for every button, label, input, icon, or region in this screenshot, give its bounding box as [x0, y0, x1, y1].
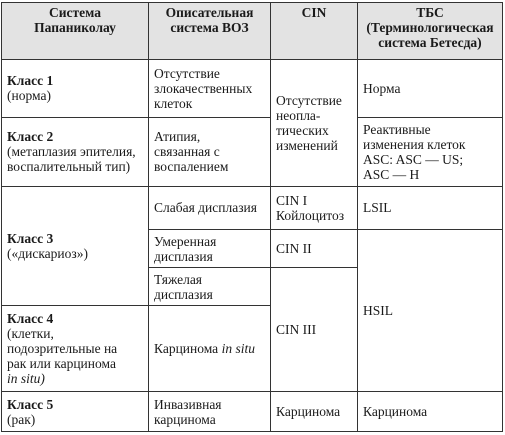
who-invasive-carcinoma-cell: Инвазивная карцинома: [149, 392, 271, 432]
who-atypia-cell: Атипия, связанная с воспалением: [149, 117, 271, 186]
tbs-norm-cell: Норма: [358, 60, 503, 118]
header-tbs: ТБС (Терминологическая система Бетесда): [358, 3, 503, 60]
cin2-cell: CIN II: [271, 230, 358, 268]
cytology-classification-table: [1, 2, 503, 432]
tbs-lsil-cell: LSIL: [358, 186, 503, 230]
class2-cell: Класс 2 (метаплазия эпителия, воспалительный тип): [2, 117, 149, 186]
who-no-malignant-cell: Отсутствие злокачественных клеток: [149, 60, 271, 118]
class1-desc: (норма): [7, 88, 51, 104]
cin3-cell: CIN III: [271, 267, 358, 392]
table-row: [2, 186, 503, 230]
header-papanicolaou: Система Папаниколау: [2, 3, 149, 60]
class1-title: Класс 1: [7, 73, 54, 89]
table-row: [2, 392, 503, 432]
cin-absent-cell: Отсутствие неопла- тических изменений: [271, 60, 358, 187]
header-who: Описательная система ВОЗ: [149, 3, 271, 60]
class4-title: Класс 4: [7, 311, 54, 327]
class1-cell: [2, 60, 149, 118]
header-cin: CIN: [271, 3, 358, 60]
who-mild-dysplasia-cell: Слабая дисплазия: [149, 186, 271, 230]
class5-cell: Класс 5 (рак): [2, 392, 149, 432]
who-severe-dysplasia-cell: Тяжелая дисплазия: [149, 267, 271, 306]
tbs-reactive-cell: Реактивные изменения клеток ASC: ASC — US; ASC — H: [358, 117, 503, 186]
tbs-carcinoma-cell: Карцинома: [358, 392, 503, 432]
cin1-cell: CIN I Койлоцитоз: [271, 186, 358, 230]
class3-title: Класс 3: [7, 230, 54, 246]
who-carcinoma-in-situ-cell: Карцинома in situ: [149, 306, 271, 392]
class3-cell: Класс 3 («дискариоз»): [2, 186, 149, 306]
tbs-hsil-cell: HSIL: [358, 230, 503, 392]
who-moderate-dysplasia-cell: Умеренная дисплазия: [149, 230, 271, 268]
table-row: [2, 117, 503, 186]
cin-carcinoma-cell: Карцинома: [271, 392, 358, 432]
class5-title: Класс 5: [7, 396, 54, 412]
table-row: [2, 60, 503, 118]
class2-title: Класс 2: [7, 129, 54, 145]
header-row: [2, 3, 503, 60]
class4-cell: Класс 4 (клетки, подозрительные на рак или карцинома in situ): [2, 306, 149, 392]
